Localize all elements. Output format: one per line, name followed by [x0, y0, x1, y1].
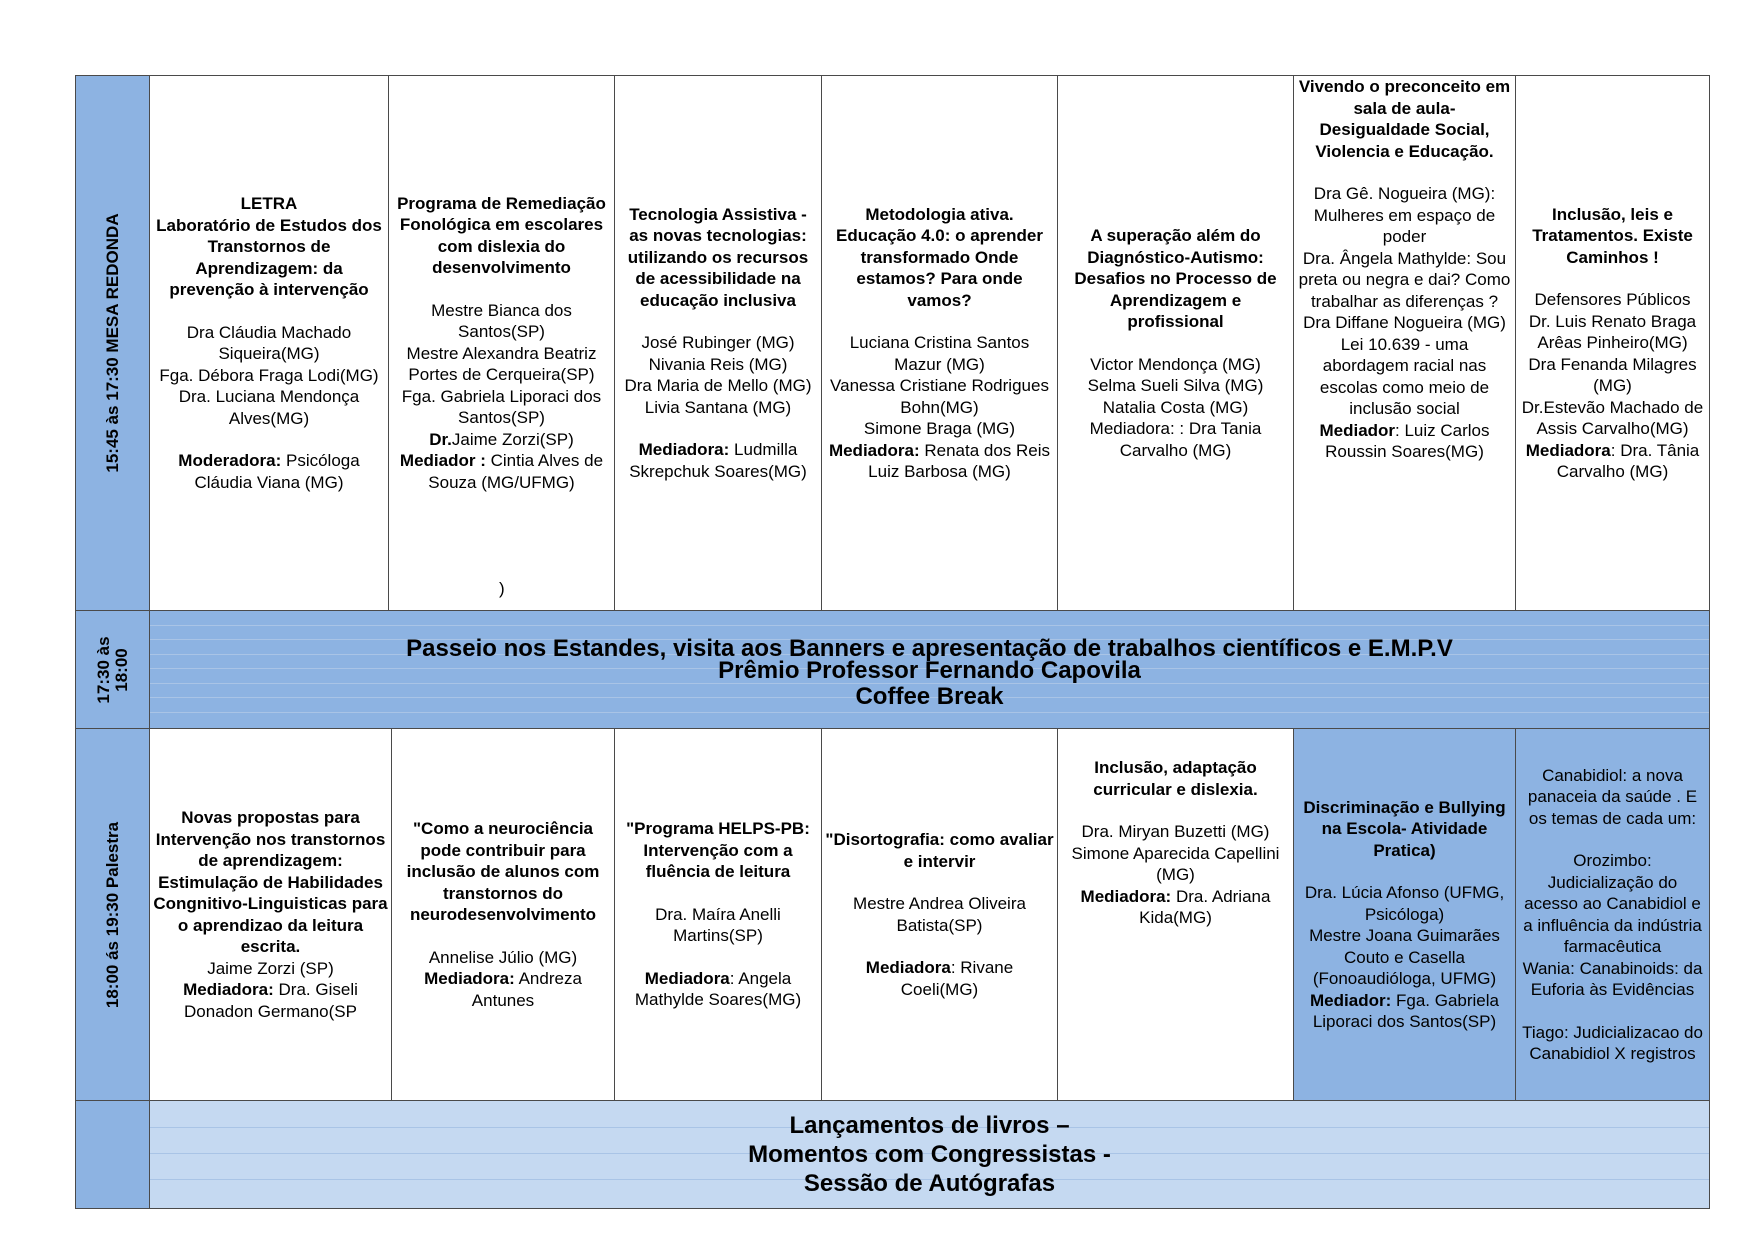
- speaker: Jaime Zorzi (SP): [207, 958, 334, 978]
- speaker: Dr. Luis Renato Braga Arêas Pinheiro(MG): [1528, 311, 1697, 352]
- speaker: Dra. Luciana Mendonça Alves(MG): [178, 387, 360, 428]
- session-preconceito: [1294, 76, 1516, 610]
- speaker: Luciana Cristina Santos Mazur (MG): [849, 333, 1030, 374]
- speaker: José Rubinger (MG): [641, 333, 795, 353]
- session-title: na Escola- Atividade Pratica): [1321, 819, 1488, 860]
- speaker: Dra. Lúcia Afonso (UFMG, Psicóloga): [1304, 883, 1505, 924]
- session-canabidiol: [1516, 729, 1709, 1100]
- speaker: Dra. Miryan Buzetti (MG): [1081, 822, 1270, 841]
- session-novas-propostas: [150, 729, 392, 1100]
- row-label-break: [76, 611, 150, 728]
- side-label: 15:45 às 17:30 MESA REDONDA: [102, 213, 122, 473]
- speaker: Dra. Maíra Anelli Martins(SP): [655, 904, 781, 946]
- mediator: Mediador : Cintia Alves de Souza (MG/UFMG): [399, 451, 604, 492]
- speaker: Dr.Jaime Zorzi(SP): [429, 429, 574, 449]
- speaker: Dra Maria de Mello (MG): [624, 376, 812, 396]
- session-inclusao-dislexia: [1058, 729, 1294, 1100]
- mediator: Mediadora: Dra. Giseli Donadon Germano(SP: [183, 980, 358, 1021]
- mediator: Mediadora: Rivane Coeli(MG): [865, 958, 1014, 999]
- speaker: Vanessa Cristiane Rodrigues Bohn(MG): [830, 376, 1049, 417]
- session-title: Programa de Remediação Fonológica em escolares com dislexia do desenvolvimento: [397, 193, 606, 278]
- session-text: Tiago: Judicializacao do Canabidiol X registros: [1522, 1022, 1703, 1063]
- session-helps-pb: [615, 729, 822, 1100]
- break-line: Coffee Break: [855, 682, 1004, 710]
- speaker: Defensores Públicos: [1534, 290, 1691, 309]
- session-tecnologia-assistiva: [615, 76, 822, 610]
- speaker: Selma Sueli Silva (MG): [1087, 376, 1264, 395]
- session-title: "Como a neurociência pode contribuir para inclusão de alunos com transtornos do neurodesenvolvimento: [406, 819, 600, 924]
- mediator: Mediadora: Dra. Adriana Kida(MG): [1080, 886, 1271, 927]
- speaker: Dr.Estevão Machado de Assis Carvalho(MG): [1521, 397, 1704, 438]
- speaker: Mestre Joana Guimarães Couto e Casella (Fonoaudióloga, UFMG): [1309, 926, 1500, 988]
- session-letra: [150, 76, 389, 610]
- session-title: Discriminação e Bullying: [1303, 797, 1506, 817]
- mediator: Mediadora: Andreza Antunes: [424, 969, 582, 1010]
- mediator: Mediador: Fga. Gabriela Liporaci dos Santos(SP): [1310, 990, 1499, 1031]
- side-label: 18:00 ás 19:30 Palestra: [102, 821, 122, 1008]
- row-label-mesa-redonda: [76, 76, 150, 610]
- mediator: Mediadora: Ludmilla Skrepchuk Soares(MG): [629, 440, 807, 481]
- speaker: Mestre Bianca dos Santos(SP): [431, 300, 572, 342]
- lancamentos-line: Lançamentos de livros –: [789, 1112, 1070, 1139]
- speaker: Mestre Andrea Oliveira Batista(SP): [853, 894, 1026, 935]
- session-disortografia: [822, 729, 1058, 1100]
- session-discriminacao-bullying: [1294, 729, 1516, 1100]
- speaker: Dra Diffane Nogueira (MG): [1303, 313, 1506, 332]
- session-autismo: [1058, 76, 1294, 610]
- break-line: Passeio nos Estandes, visita aos Banners e apresentação de trabalhos científicos e E.M.P.V: [406, 634, 1453, 662]
- session-text: Orozimbo: Judicialização do acesso ao Canabidiol e a influência da indústria farmacêutica: [1523, 851, 1702, 956]
- mediator: Mediadora: Dra. Tânia Carvalho (MG): [1525, 440, 1700, 481]
- session-title: Tecnologia Assistiva - as novas tecnologias: utilizando os recursos de acessibilidade na educação inclusiva: [627, 204, 809, 310]
- stray-parenthesis: ): [499, 579, 505, 598]
- row-label-palestra: [76, 729, 150, 1100]
- mediator: Mediadora: Renata dos Reis Luiz Barbosa (MG): [828, 440, 1051, 481]
- speaker: Dra. Ângela Mathylde: Sou preta ou negra e dai? Como trabalhar as diferenças ?: [1298, 248, 1511, 311]
- session-title: "Programa HELPS-PB: Intervenção com a fluência de leitura: [626, 819, 810, 882]
- mediator: Mediadora: Angela Mathylde Soares(MG): [634, 968, 802, 1010]
- mediator: Mediador: Luiz Carlos Roussin Soares(MG): [1319, 420, 1490, 461]
- session-title: Inclusão, leis e Tratamentos. Existe Caminhos !: [1532, 204, 1693, 267]
- session-title: Inclusão, adaptação curricular e dislexia.: [1093, 758, 1258, 799]
- side-label: 17:30 às 18:00: [93, 635, 131, 704]
- session-title: Laboratório de Estudos dos Transtornos de Aprendizagem: da prevenção à intervenção: [156, 215, 382, 299]
- session-title: LETRA: [240, 194, 298, 213]
- session-neurociencia: [392, 729, 615, 1100]
- program-table: [75, 75, 1710, 1209]
- lancamentos-band: [150, 1101, 1709, 1208]
- speaker: Fga. Débora Fraga Lodi(MG): [159, 365, 379, 385]
- speaker: Nivania Reis (MG): [648, 354, 788, 374]
- session-text: Wania: Canabinoids: da Euforia às Evidências: [1522, 958, 1703, 999]
- session-title: Vivendo o preconceito em sala de aula- Desigualdade Social, Violencia e Educação.: [1298, 77, 1511, 161]
- speaker: Annelise Júlio (MG): [428, 947, 578, 967]
- session-title: "Disortografia: como avaliar e intervir: [825, 830, 1054, 871]
- row-label-lancamentos: [76, 1101, 150, 1208]
- session-inclusao-leis: [1516, 76, 1709, 610]
- speaker: Simone Braga (MG): [863, 419, 1016, 438]
- speaker: Livia Santana (MG): [644, 397, 792, 417]
- break-band: [150, 611, 1709, 728]
- lancamentos-line: Sessão de Autógrafas: [803, 1170, 1056, 1197]
- speaker: Dra Cláudia Machado Siqueira(MG): [186, 322, 352, 363]
- lancamentos-line: Momentos com Congressistas -: [748, 1141, 1111, 1168]
- session-remediacao-fonologica: [389, 76, 615, 610]
- speaker: Dra Gê. Nogueira (MG): Mulheres em espaço de poder: [1313, 184, 1496, 246]
- mediator: Mediadora: : Dra Tania Carvalho (MG): [1089, 419, 1262, 460]
- session-title: Metodologia ativa. Educação 4.0: o aprender transformado Onde estamos? Para onde vamos?: [836, 204, 1043, 310]
- speaker: Dra Fenanda Milagres (MG): [1528, 354, 1697, 395]
- session-text: Canabidiol: a nova panaceia da saúde . E os temas de cada um:: [1527, 765, 1698, 828]
- speaker: Simone Aparecida Capellini (MG): [1071, 843, 1280, 884]
- mediator: Moderadora: Psicóloga Cláudia Viana (MG): [178, 451, 360, 492]
- session-metodologia-ativa: [822, 76, 1058, 610]
- speaker: Mestre Alexandra Beatriz Portes de Cerqueira(SP): [406, 343, 597, 385]
- session-title: A superação além do Diagnóstico-Autismo: Desafios no Processo de Aprendizagem e profissional: [1074, 226, 1277, 331]
- session-title: Novas propostas para Intervenção nos transtornos de aprendizagem: Estimulação de Habilidades Congnitivo-Linguisticas para o aprendizao da leitura escrita.: [153, 808, 388, 956]
- speaker: Natalia Costa (MG): [1102, 397, 1249, 417]
- speaker: Fga. Gabriela Liporaci dos Santos(SP): [401, 386, 602, 428]
- speaker: Lei 10.639 - uma abordagem racial nas escolas como meio de inclusão social: [1319, 334, 1490, 418]
- break-line: Prêmio Professor Fernando Capovila: [718, 656, 1141, 684]
- speaker: Victor Mendonça (MG): [1090, 354, 1261, 374]
